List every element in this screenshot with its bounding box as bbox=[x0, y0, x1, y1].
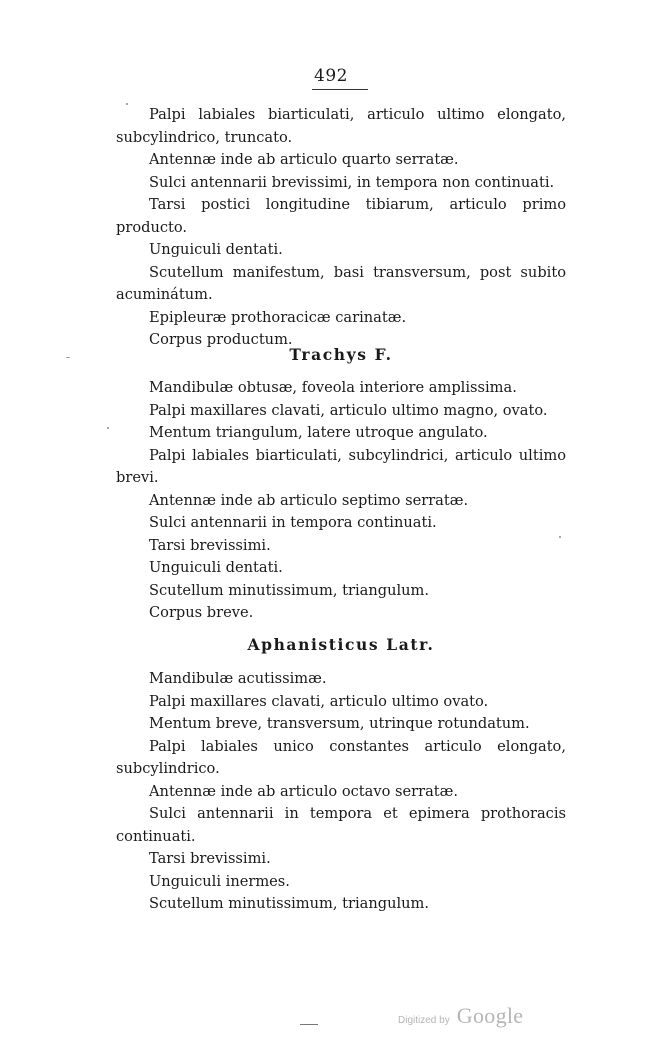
paragraph: Corpus productum. bbox=[149, 331, 293, 348]
section-continuation bbox=[116, 104, 566, 352]
paragraph: Epipleuræ prothoracicæ carinatæ. bbox=[149, 308, 407, 326]
paragraph: Sulci antennarii in tempora continuati. bbox=[149, 514, 437, 531]
footer-mark bbox=[300, 1024, 318, 1025]
paragraph: Unguiculi dentati. bbox=[149, 559, 283, 576]
paragraph: Palpi labiales unico constantes articulo elongato, subcylindrico. bbox=[116, 737, 566, 777]
paragraph: Tarsi brevissimi. bbox=[149, 536, 271, 554]
paragraph: Antennæ inde ab articulo septimo serratæ. bbox=[149, 491, 469, 509]
scan-speck bbox=[107, 427, 109, 429]
paragraph: Corpus breve. bbox=[149, 604, 254, 621]
google-logo: Google bbox=[456, 1003, 524, 1028]
paragraph: Palpi maxillares clavati, articulo ultimo magno, ovato. bbox=[149, 401, 548, 419]
paragraph: Palpi labiales biarticulati, subcylindrici, articulo ultimo brevi. bbox=[116, 446, 566, 486]
genus-heading-aphanisticus: Aphanisticus Latr. bbox=[247, 635, 435, 654]
section-trachys bbox=[116, 377, 566, 625]
paragraph: Sulci antennarii in tempora et epimera prothoracis continuati. bbox=[116, 805, 566, 845]
watermark-prefix: Digitized by bbox=[398, 1015, 450, 1026]
paragraph: Mandibulæ obtusæ, foveola interiore amplissima. bbox=[149, 379, 517, 396]
page-number: 492 bbox=[314, 66, 348, 86]
digitized-watermark bbox=[398, 1003, 523, 1029]
paragraph: Antennæ inde ab articulo octavo serratæ. bbox=[149, 782, 459, 800]
section-aphanisticus bbox=[116, 668, 566, 916]
paragraph: Scutellum minutissimum, triangulum. bbox=[149, 895, 430, 912]
paragraph: Unguiculi dentati. bbox=[149, 241, 283, 258]
paragraph: Scutellum minutissimum, triangulum. bbox=[149, 581, 430, 599]
paragraph: Sulci antennarii brevissimi, in tempora non continuati. bbox=[149, 173, 555, 191]
paragraph: Unguiculi inermes. bbox=[149, 872, 290, 890]
paragraph: Palpi labiales biarticulati, articulo ultimo elongato, subcylindrico, truncato. bbox=[116, 106, 566, 146]
paragraph: Mentum triangulum, latere utroque angulato. bbox=[149, 424, 488, 441]
paragraph: Tarsi postici longitudine tibiarum, articulo primo producto. bbox=[116, 196, 566, 236]
scan-speck bbox=[66, 357, 70, 358]
genus-heading-trachys: Trachys F. bbox=[289, 345, 393, 364]
page-number-rule bbox=[312, 89, 368, 90]
paragraph: Mandibulæ acutissimæ. bbox=[149, 670, 327, 687]
paragraph: Palpi maxillares clavati, articulo ultimo ovato. bbox=[149, 692, 489, 710]
paragraph: Antennæ inde ab articulo quarto serratæ. bbox=[149, 151, 459, 168]
paragraph: Scutellum manifestum, basi transversum, post subito acuminátum. bbox=[116, 263, 566, 303]
paragraph: Tarsi brevissimi. bbox=[149, 850, 271, 867]
paragraph: Mentum breve, transversum, utrinque rotundatum. bbox=[149, 715, 530, 732]
